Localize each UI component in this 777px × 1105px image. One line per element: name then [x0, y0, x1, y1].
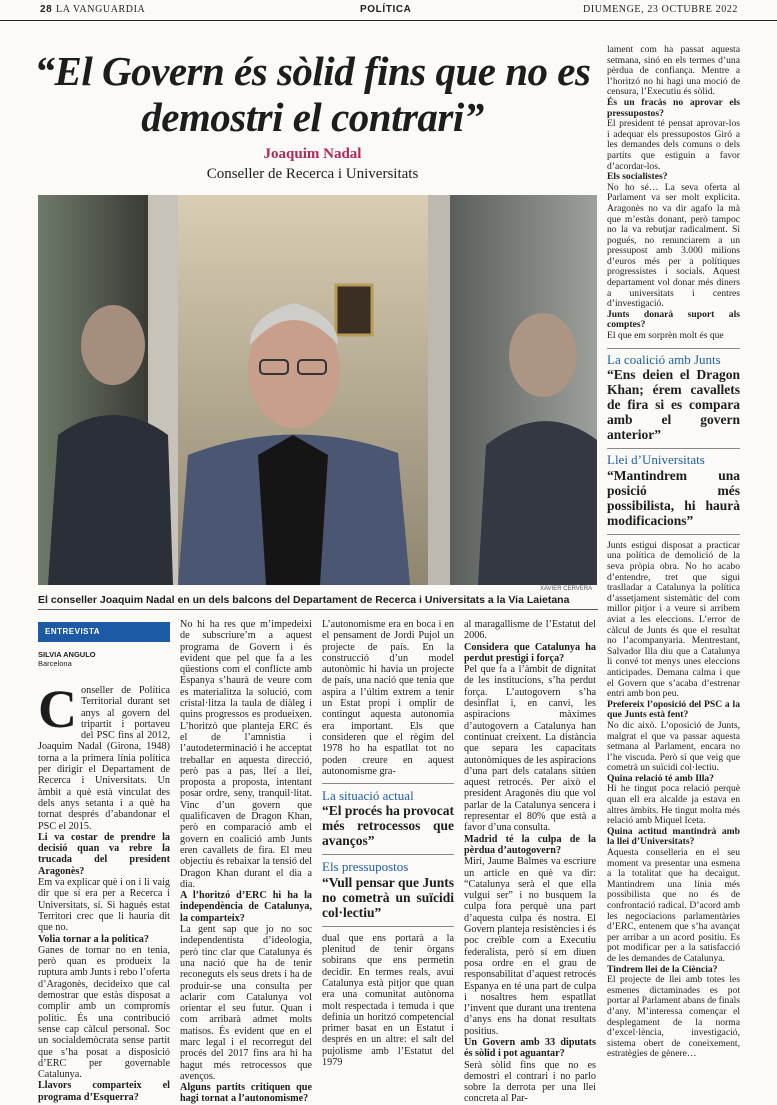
answer: Ganes de tornar no en tenia, però quan es produeix la ruptura amb Junts i rebo l’oferta d’Aragonès, decideixo que cal demostrar que estàs disposat a complir amb un compromís polític. És una contribució sense cap càlcul personal. Soc un socialdemòcrata sense partit que s’ha posat a disposició d’ERC per governable Catalunya.	[38, 944, 170, 1081]
masthead	[0, 0, 777, 21]
answer: Em va explicar què i on i li vaig dir que sí era per a Recerca i Universitats, sí. Si hagués estat Territori crec que li hauria dit que no.	[38, 877, 170, 934]
dropcap: C	[38, 679, 77, 739]
question: Alguns partits critiquen que hagi tornat a l’autonomisme?	[180, 1082, 312, 1105]
column-1	[38, 679, 170, 1103]
photo-credit: XAVIER CERVERA	[540, 586, 593, 592]
column-4	[464, 619, 596, 1105]
answer: lament com ha passat aquesta setmana, sinó en els termes d’una pèrdua de confiança. Mentre a l’horitzó no hi hagi una moció de censura, l’Executiu és sòlid.	[607, 44, 740, 98]
question: Junts donarà suport als comptes?	[607, 308, 740, 331]
rule	[607, 534, 740, 535]
page-number: 28	[40, 4, 53, 15]
question: Tindrem llei de la Ciència?	[607, 963, 718, 975]
pullquote-heading: La coalició amb Junts	[607, 351, 721, 367]
question: Els socialistes?	[607, 171, 668, 183]
question: Un Govern amb 33 diputats és sòlid i pot aguantar?	[464, 1036, 596, 1060]
interviewee-role: Conseller de Recerca i Universitats	[206, 166, 419, 182]
rule	[607, 448, 740, 449]
question: Li va costar de prendre la decisió quan va rebre la trucada del president Aragonès?	[38, 831, 170, 877]
pullquote: “Mantindrem una posició més possibilista, hi haurà modificacions”	[607, 467, 740, 528]
pullquote: “Vull pensar que Junts no cometrà un suïcidi col·lectiu”	[322, 874, 454, 920]
question: És un fracàs no aprovar els pressupostos?	[607, 96, 740, 119]
answer: El que em sorprèn molt és que	[607, 330, 724, 342]
rule	[322, 783, 454, 784]
headline: “El Govern és sòlid fins que no es demostri el contrari”	[34, 48, 591, 140]
main-photo	[38, 195, 597, 585]
answer: Pel que fa a l’àmbit de dignitat de les institucions, s’ha perdut força. L’autogovern s’ha desinflat i, en canvi, les aspiracions màximes d’autogovern a Catalunya han continuat creixent. La distància que separa les capacitats autonòmiques de les aspiracions d’una part dels catalans sitúen aquest retrocés. Per això el president Aragonès diu que vol parlar de la Catalunya sencera i representar el 80% que està a favor d’una consulta.	[464, 664, 596, 834]
section-tag: ENTREVISTA	[38, 622, 170, 642]
column-2	[180, 619, 312, 1105]
pullquote: “Ens deien el Dragon Khan; érem cavallets de fira si es compara amb el govern anterior”	[607, 367, 740, 443]
column-3	[322, 619, 454, 1068]
byline-name: SILVIA ANGULO	[38, 650, 96, 659]
byline-place: Barcelona	[38, 659, 72, 668]
photo-illustration	[38, 195, 597, 585]
answer: El president té pensat aprovar-los i adequar els pressupostos Giró a les demandes dels comuns o dels partits que estiguin a favor d’acordar-los.	[607, 118, 740, 172]
question: A l’horitzó d’ERC hi ha la independència de Catalunya, la comparteix?	[180, 890, 312, 924]
answer: Serà sòlid fins que no es demostri el contrari i no parlo sobre la derrota per una llei concreta al Par-	[464, 1059, 596, 1105]
rule	[607, 348, 740, 349]
interviewee-name: Joaquim Nadal	[263, 146, 362, 162]
question: Prefereix l’oposició del PSC a la que Junts està fent?	[607, 698, 740, 721]
byline	[38, 650, 96, 668]
question: Madrid té la culpa de la pèrdua d’autogovern?	[464, 833, 596, 856]
answer: Junts estigui disposat a practicar una política de demolició de la seva pròpia obra. No ho acabo d’entendre, tret que sigui traslladar a Catalunya la política d’assetjament sistemàtic del com millor pitjor i a veure si arribem aviat a les eleccions. L’error de càlcul de Junts és que el resultat no l’acompanyaria. Mentrestant, Salvador Illa diu que a Catalunya li convé tot menys unes eleccions anticipades. Demana calma i que el Govern que s’acaba d’estrenar entri amb bon peu.	[607, 539, 740, 700]
divider	[38, 609, 598, 610]
answer: dual que ens portarà a la plenitud de tenir òrgans sobirans que ens permetin decidir. En termes reals, avui Catalunya està pitjor que quan era una comunitat autònoma molt respectada i temuda i que definia un horitzó competencial primer basat en un Estatut i després en un altre: el salt del pujolisme amb l’Estatut del 1979	[322, 932, 454, 1069]
pullquote-heading: La situació actual	[322, 788, 414, 804]
question: Considera que Catalunya ha perdut prestigi i força?	[464, 641, 596, 664]
photo-caption: El conseller Joaquim Nadal en un dels balcons del Departament de Recerca i Universitats a la Via Laietana	[38, 594, 570, 606]
column-5	[607, 45, 740, 1060]
answer: No ho sé… La seva oferta al Parlament va ser molt explícita. Aragonès no va dir agafo la mà que m’estàs donant, però tampoc no la va rebutjar radicalment. Si pogués, no renunciarem a un pressupost amb 3.000 milions d’euros més per a polítiques progressistes i socials. Aquest departament vol donar més diners a universitats i centres d’investigació.	[607, 181, 740, 310]
lead-paragraph: onseller de Política Territorial durant set anys al govern del tripartit i portaveu del PSC fins al 2012, Joaquim Nadal (Girona, 1948) torna a la primera línia política per dirigir el Departament de Recerca i Universitats. Un àmbit a què està vinculat des dels anys setanta i a què ha tornat després d’abandonar el PSC el 2015.	[38, 685, 170, 832]
question: Quina relació té amb Illa?	[607, 772, 714, 784]
question: Llavors comparteix el programa d’Esquerra?	[38, 1080, 170, 1103]
pullquote: “El procés ha provocat més retrocessos que avanços”	[322, 803, 454, 849]
rule	[322, 854, 454, 855]
question: Quina actitud mantindrà amb la llei d’Universitats?	[607, 825, 740, 848]
pullquote-heading: Llei d’Universitats	[607, 452, 705, 468]
section-name: POLÍTICA	[360, 4, 412, 15]
answer: No dic això. L’oposició de Junts, malgrat el que va passar aquesta setmana al Parlament, encara no l’he viscuda. Però sí que veig que cometrà un suïcidi col·lectiu.	[607, 719, 740, 774]
answer: La gent sap que jo no soc independentista d’ideologia, però tinc clar que Catalunya és una nació que ha de tenir reconeguts els seus drets i ha de produir-se una consulta per aclarir com Catalunya vol orientar el seu futur. Quan i com arribarà admet molts matisos. És evident que en el marc legal i el recorregut del procés del 2017 fins ara hi ha hagut més retrocessos que avenços.	[180, 924, 312, 1082]
issue-date: DIUMENGE, 23 OCTUBRE 2022	[583, 4, 738, 15]
answer: al maragallisme de l’Estatut del 2006.	[464, 619, 596, 642]
answer: Miri, Jaume Balmes va escriure un article en què va dir: “Catalunya serà el que ella vulgui ser” i no busquem la culpa fora perquè una part d’aquesta culpa és nostra. El Govern planteja resistències i és poc creïble com a Executiu federalista, però sí em diuen posa ordre en el grau de responsabilitat d’aquest retrocés Espanya en té una part de culpa i nosaltres hem espatllat l’invent que durant una trentena d’anys ens ha donat resultats positius.	[464, 856, 596, 1037]
answer: El projecte de llei amb totes les esmenes dictaminades es pot portar al Parlament abans de finals d’any. M’interessa començar el desplegament de la norma d’excel·lència, investigació, sistema obert de coneixement, estratègies de gènere…	[607, 974, 740, 1060]
rule	[322, 926, 454, 927]
answer: L’autonomisme era en boca i en el pensament de Jordi Pujol un projecte de país. En la construcció d’un model autonòmic hi havia un projecte de país, una nació que tenia que aspira a l’últim extrem a tenir un Estat propi i omplir de contingut aquesta autonomia era important. Els que consideren que el règim del 1978 ho ha espatllat tot no poden creure en aquest autonomisme gra-	[322, 619, 454, 777]
pullquote-heading: Els pressupostos	[322, 859, 409, 875]
answer: Aquesta conselleria en el seu moment va presentar una esmena a la totalitat que ha decaigut. Mantindrem una línia més possibilista que no és de confrontació radical. D’acord amb les negociacions parlamentàries d’ERC, entenem que s’ha avançat per arribar a un acord positiu. Es pot modificar per a la satisfacció de les demandes de Catalunya.	[607, 847, 740, 964]
answer: No hi ha res que m’impedeixi de subscriure’m a aquest programa de Govern i és evident que pel que fa a les qüestions com el conflicte amb Espanya s’haurà de veure com es materialitza la solució, com cristal·litza la taula de diàleg i quins progressos es produeixen. L’horitzó que planteja ERC és el de l’amnistia i l’autodeterminació i he acceptat treballar en aquesta direcció, però pas a pas, lleí a lleí, proposta a proposta, intentant posar ordre, seny, tranquil·litat. Vinc d’un govern que qualificaven de Dragon Khan, però en comparació amb el govern en coalició amb Junts eren cavallets de fira. El meu objectiu és rebaixar la tensió del Dragon Khan durant el dia a dia.	[180, 619, 312, 890]
newspaper-name: LA VANGUARDIA	[56, 4, 146, 15]
question: Volia tornar a la política?	[38, 933, 149, 945]
answer: Hi he tingut poca relació perquè quan ell era alcalde ja estava en altres àmbits. He tingut molta més relació amb Miquel Iceta.	[607, 783, 740, 827]
